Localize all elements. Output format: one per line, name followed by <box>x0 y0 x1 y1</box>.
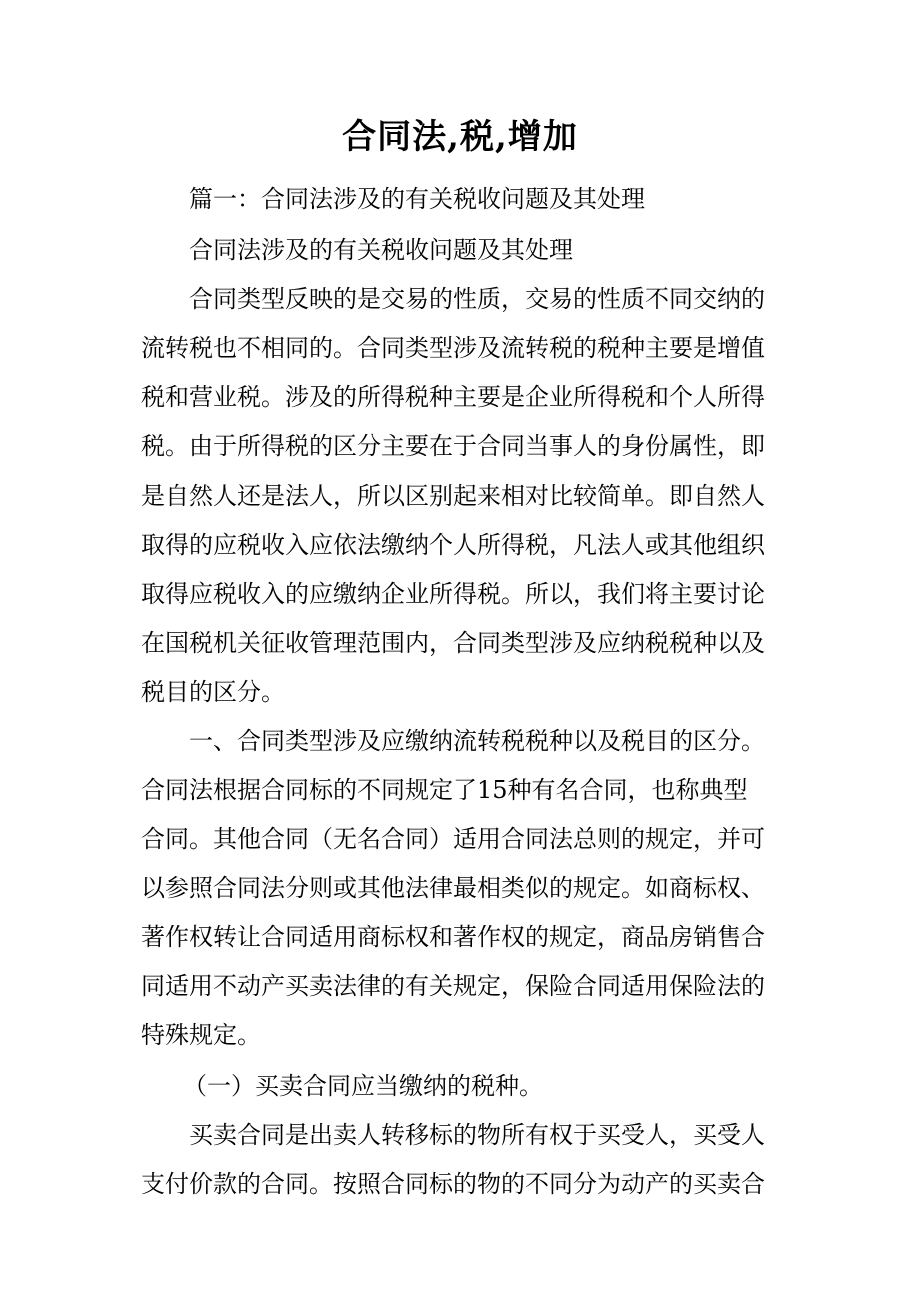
paragraph-line: 同适用不动产买卖法律的有关规定，保险合同适用保险法的 <box>141 972 765 1000</box>
paragraph-line: 税。由于所得税的区分主要在于合同当事人的身份属性，即 <box>141 432 765 460</box>
section-heading: 篇一：合同法涉及的有关税收问题及其处理 <box>189 185 645 213</box>
paragraph-line: 著作权转让合同适用商标权和著作权的规定，商品房销售合 <box>141 923 765 951</box>
subheading: 合同法涉及的有关税收问题及其处理 <box>189 236 573 264</box>
paragraph-line: 支付价款的合同。按照合同标的物的不同分为动产的买卖合 <box>141 1170 765 1198</box>
paragraph-line: 以参照合同法分则或其他法律最相类似的规定。如商标权、 <box>141 874 765 902</box>
paragraph-line: 取得应税收入的应缴纳企业所得税。所以，我们将主要讨论 <box>141 580 765 608</box>
paragraph-line: 买卖合同是出卖人转移标的物所有权于买受人，买受人 <box>189 1121 765 1149</box>
paragraph-line: 税目的区分。 <box>141 678 285 706</box>
paragraph-line: 税和营业税。涉及的所得税种主要是企业所得税和个人所得 <box>141 383 765 411</box>
subsection-heading: （一）买卖合同应当缴纳的税种。 <box>183 1072 543 1100</box>
paragraph-line: 流转税也不相同的。合同类型涉及流转税的税种主要是增值 <box>141 334 765 362</box>
paragraph-line: 特殊规定。 <box>141 1021 261 1049</box>
paragraph-line: 在国税机关征收管理范围内，合同类型涉及应纳税税种以及 <box>141 629 765 657</box>
paragraph-line: 是自然人还是法人，所以区别起来相对比较简单。即自然人 <box>141 482 765 510</box>
paragraph-line: 合同。其他合同（无名合同）适用合同法总则的规定，并可 <box>141 825 765 853</box>
paragraph-line: 合同法根据合同标的不同规定了15种有名合同，也称典型 <box>141 776 748 804</box>
section-heading: 一、合同类型涉及应缴纳流转税税种以及税目的区分。 <box>189 727 765 755</box>
document-title: 合同法,税,增加 <box>342 117 578 157</box>
paragraph-line: 取得的应税收入应依法缴纳个人所得税，凡法人或其他组织 <box>141 531 765 559</box>
paragraph-line: 合同类型反映的是交易的性质，交易的性质不同交纳的 <box>189 285 765 313</box>
